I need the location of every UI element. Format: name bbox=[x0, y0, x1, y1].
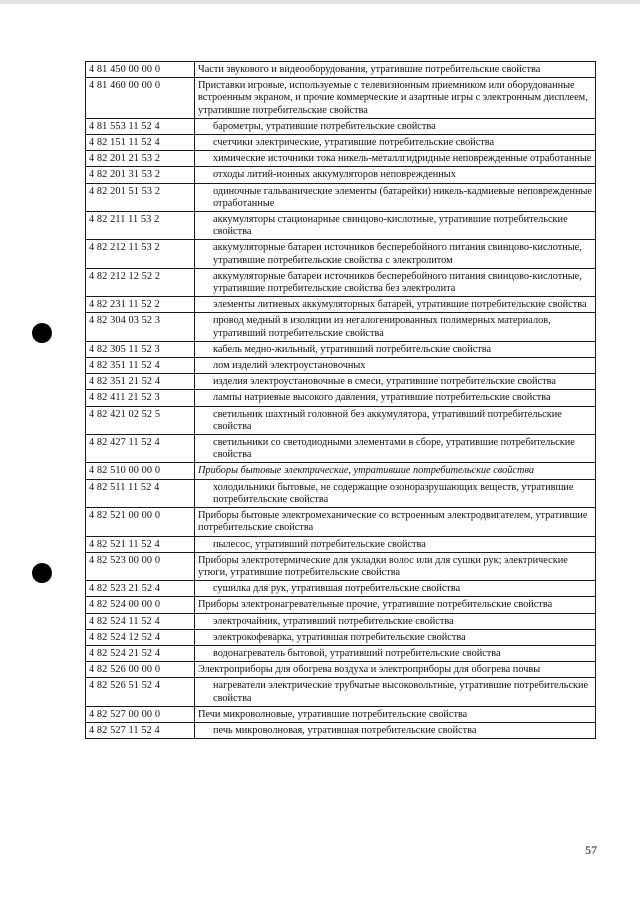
page-edge bbox=[0, 0, 640, 4]
table-row bbox=[86, 629, 596, 645]
waste-code-cell: 4 82 521 11 52 4 bbox=[86, 536, 195, 552]
waste-description-cell: Приборы электронагревательные прочие, утратившие потребительские свойства bbox=[195, 597, 596, 613]
waste-code-cell: 4 82 304 03 52 3 bbox=[86, 313, 195, 341]
table-row bbox=[86, 722, 596, 738]
waste-code-cell: 4 82 526 51 52 4 bbox=[86, 678, 195, 706]
waste-description-cell: нагреватели электрические трубчатые высоковольтные, утратившие потребительские свойства bbox=[195, 678, 596, 706]
table-row bbox=[86, 552, 596, 580]
waste-description-cell: одиночные гальванические элементы (батарейки) никель-кадмиевые неповрежденные отработанные bbox=[195, 183, 596, 211]
table-row bbox=[86, 662, 596, 678]
table-row bbox=[86, 341, 596, 357]
table-row bbox=[86, 358, 596, 374]
waste-description-cell: сушилка для рук, утратившая потребительские свойства bbox=[195, 581, 596, 597]
table-row bbox=[86, 581, 596, 597]
waste-code-cell: 4 82 421 02 52 5 bbox=[86, 406, 195, 434]
waste-description-cell: холодильники бытовые, не содержащие озоноразрушающих веществ, утратившие потребительские свойства bbox=[195, 479, 596, 507]
table-row bbox=[86, 374, 596, 390]
table-row bbox=[86, 645, 596, 661]
table-row bbox=[86, 183, 596, 211]
table-row bbox=[86, 536, 596, 552]
page-number: 57 bbox=[585, 843, 597, 857]
waste-description-cell: Приборы бытовые электромеханические со встроенным электродвигателем, утратившие потребительские свойства bbox=[195, 508, 596, 536]
waste-code-cell: 4 82 524 21 52 4 bbox=[86, 645, 195, 661]
waste-code-cell: 4 82 527 00 00 0 bbox=[86, 706, 195, 722]
table-row bbox=[86, 167, 596, 183]
table-row bbox=[86, 463, 596, 479]
waste-code-cell: 4 82 351 11 52 4 bbox=[86, 358, 195, 374]
waste-code-cell: 4 82 201 31 53 2 bbox=[86, 167, 195, 183]
waste-code-cell: 4 82 305 11 52 3 bbox=[86, 341, 195, 357]
waste-description-cell: химические источники тока никель-металлгидридные неповрежденные отработанные bbox=[195, 151, 596, 167]
table-row bbox=[86, 268, 596, 296]
waste-code-table bbox=[85, 61, 596, 739]
waste-description-cell: аккумуляторные батареи источников бесперебойного питания свинцово-кислотные, утратившие потребительские свойства с электролитом bbox=[195, 240, 596, 268]
table-row bbox=[86, 597, 596, 613]
waste-code-cell: 4 82 411 21 52 3 bbox=[86, 390, 195, 406]
table-body bbox=[86, 62, 596, 739]
table-row bbox=[86, 297, 596, 313]
waste-code-cell: 4 81 450 00 00 0 bbox=[86, 62, 195, 78]
waste-code-cell: 4 81 460 00 00 0 bbox=[86, 78, 195, 119]
waste-code-cell: 4 82 526 00 00 0 bbox=[86, 662, 195, 678]
waste-description-cell: отходы литий-ионных аккумуляторов неповрежденных bbox=[195, 167, 596, 183]
waste-code-cell: 4 82 231 11 52 2 bbox=[86, 297, 195, 313]
table-row bbox=[86, 62, 596, 78]
waste-code-cell: 4 82 521 00 00 0 bbox=[86, 508, 195, 536]
waste-description-cell: печь микроволновая, утратившая потребительские свойства bbox=[195, 722, 596, 738]
table-row bbox=[86, 508, 596, 536]
waste-description-cell: Печи микроволновые, утратившие потребительские свойства bbox=[195, 706, 596, 722]
waste-description-cell: пылесос, утративший потребительские свойства bbox=[195, 536, 596, 552]
waste-description-cell: лампы натриевые высокого давления, утратившие потребительские свойства bbox=[195, 390, 596, 406]
waste-code-cell: 4 81 553 11 52 4 bbox=[86, 118, 195, 134]
waste-description-cell: Приборы электротермические для укладки волос или для сушки рук; электрические утюги, утратившие потребительские свойства bbox=[195, 552, 596, 580]
waste-description-cell: водонагреватель бытовой, утративший потребительские свойства bbox=[195, 645, 596, 661]
waste-code-cell: 4 82 201 21 53 2 bbox=[86, 151, 195, 167]
binder-hole-icon bbox=[32, 563, 52, 583]
table-row bbox=[86, 118, 596, 134]
waste-code-cell: 4 82 201 51 53 2 bbox=[86, 183, 195, 211]
waste-code-cell: 4 82 511 11 52 4 bbox=[86, 479, 195, 507]
waste-description-cell: Электроприборы для обогрева воздуха и электроприборы для обогрева почвы bbox=[195, 662, 596, 678]
waste-description-cell: счетчики электрические, утратившие потребительские свойства bbox=[195, 135, 596, 151]
waste-description-cell: элементы литиевых аккумуляторных батарей, утратившие потребительские свойства bbox=[195, 297, 596, 313]
table-row bbox=[86, 151, 596, 167]
table-row bbox=[86, 406, 596, 434]
table-row bbox=[86, 678, 596, 706]
table-row bbox=[86, 435, 596, 463]
waste-code-cell: 4 82 524 12 52 4 bbox=[86, 629, 195, 645]
waste-code-cell: 4 82 523 21 52 4 bbox=[86, 581, 195, 597]
waste-description-cell: электрокофеварка, утратившая потребительские свойства bbox=[195, 629, 596, 645]
waste-description-cell: Части звукового и видеооборудования, утратившие потребительские свойства bbox=[195, 62, 596, 78]
table-row bbox=[86, 313, 596, 341]
table-row bbox=[86, 240, 596, 268]
table-row bbox=[86, 613, 596, 629]
waste-description-cell: аккумуляторы стационарные свинцово-кислотные, утратившие потребительские свойства bbox=[195, 212, 596, 240]
waste-description-cell: кабель медно-жильный, утративший потребительские свойства bbox=[195, 341, 596, 357]
table-row bbox=[86, 78, 596, 119]
table-row bbox=[86, 390, 596, 406]
waste-description-cell: барометры, утратившие потребительские свойства bbox=[195, 118, 596, 134]
waste-code-cell: 4 82 351 21 52 4 bbox=[86, 374, 195, 390]
waste-code-cell: 4 82 523 00 00 0 bbox=[86, 552, 195, 580]
waste-code-cell: 4 82 427 11 52 4 bbox=[86, 435, 195, 463]
waste-description-cell: провод медный в изоляции из негалогенированных полимерных материалов, утративший потребительские свойства bbox=[195, 313, 596, 341]
waste-code-cell: 4 82 524 00 00 0 bbox=[86, 597, 195, 613]
binder-hole-icon bbox=[32, 323, 52, 343]
waste-code-cell: 4 82 151 11 52 4 bbox=[86, 135, 195, 151]
waste-description-cell: светильники со светодиодными элементами в сборе, утратившие потребительские свойства bbox=[195, 435, 596, 463]
waste-code-cell: 4 82 212 12 52 2 bbox=[86, 268, 195, 296]
waste-code-cell: 4 82 510 00 00 0 bbox=[86, 463, 195, 479]
table-row bbox=[86, 212, 596, 240]
waste-description-cell: Приборы бытовые электрические, утратившие потребительские свойства bbox=[195, 463, 596, 479]
table-row bbox=[86, 706, 596, 722]
table-row bbox=[86, 135, 596, 151]
waste-code-cell: 4 82 211 11 53 2 bbox=[86, 212, 195, 240]
waste-code-cell: 4 82 212 11 53 2 bbox=[86, 240, 195, 268]
waste-description-cell: светильник шахтный головной без аккумулятора, утративший потребительские свойства bbox=[195, 406, 596, 434]
waste-description-cell: Приставки игровые, используемые с телевизионным приемником или оборудованные встроенным экраном, и прочие коммерческие и азартные игры с электронным дисплеем, утратившие потребительские свойства bbox=[195, 78, 596, 119]
table-row bbox=[86, 479, 596, 507]
waste-description-cell: аккумуляторные батареи источников бесперебойного питания свинцово-кислотные, утратившие потребительские свойства без электролита bbox=[195, 268, 596, 296]
waste-code-cell: 4 82 524 11 52 4 bbox=[86, 613, 195, 629]
waste-description-cell: лом изделий электроустановочных bbox=[195, 358, 596, 374]
waste-description-cell: изделия электроустановочные в смеси, утратившие потребительские свойства bbox=[195, 374, 596, 390]
waste-code-cell: 4 82 527 11 52 4 bbox=[86, 722, 195, 738]
waste-description-cell: электрочайник, утративший потребительские свойства bbox=[195, 613, 596, 629]
